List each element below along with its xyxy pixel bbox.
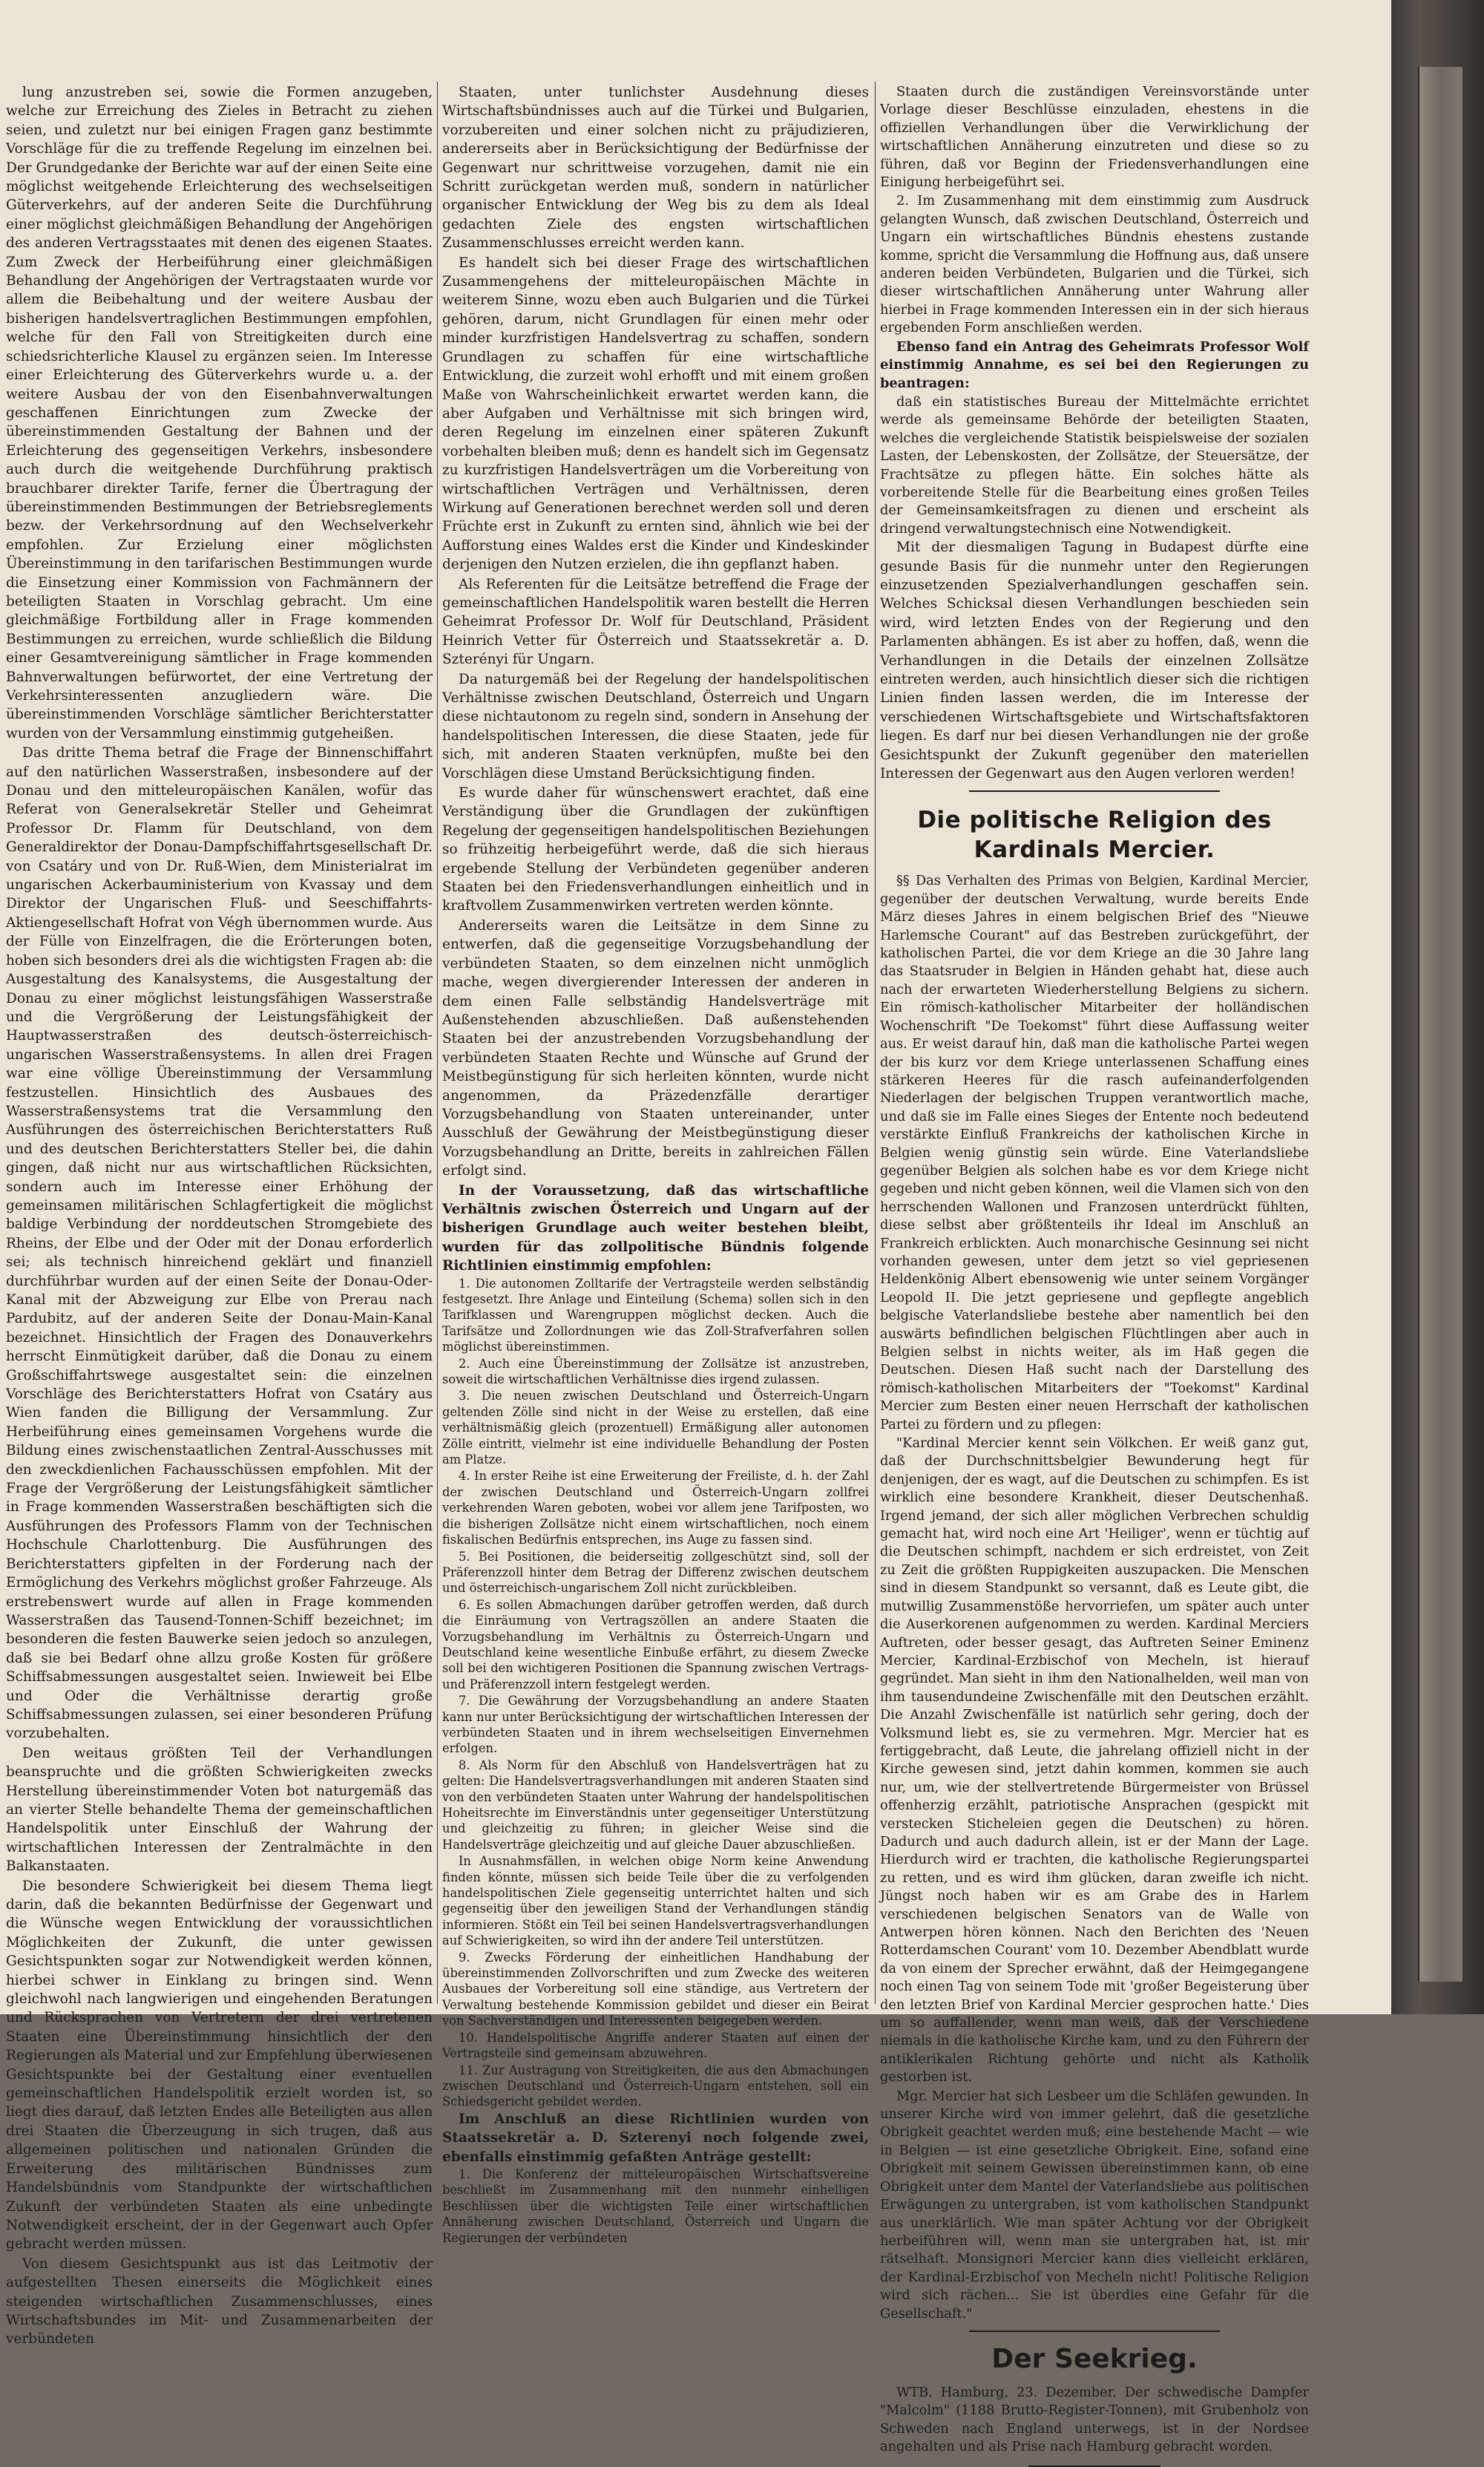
col2-paragraph: Es handelt sich bei dieser Frage des wirtschaftlichen Zusammengehens der mitteleuropäischen Mächte in weiterem Sinne, wozu eben auch Bulgarien und die Türkei gehören, darum, nicht Grundlagen für einen mehr oder minder kurzfristigen Handelsvertrag zu schaffen, sondern Grundlagen zu schaffen für eine wirtschaftliche Entwicklung, die zurzeit wohl erhofft und mit einem großen Maße von Wahrscheinlichkeit erwartet werden kann, die aber Aufgaben und Verhältnisse mit sich bringen wird, deren Regelung im einzelnen einer späteren Zukunft vorbehalten bleiben muß; denn es handelt sich im Gegensatz zu kurzfristigen Handelsverträgen um die Vorbereitung von wirtschaftlichen Verträgen und Verhältnissen, deren Wirkung auf Generationen berechnet werden soll und deren Früchte erst in Zukunft zu ernten sind, ähnlich wie bei der Aufforstung eines Waldes erst die Kinder und Kindeskinder derjenigen den Nutzen erzielen, die ihn gepflanzt haben.	[442, 255, 869, 573]
article-mercier	[880, 872, 1309, 2323]
article-separator	[969, 2330, 1220, 2332]
col1-paragraph: lung anzustreben sei, sowie die Formen anzugeben, welche zur Erreichung des Zieles in Betracht zu ziehen seien, und zuletzt nur bei einigen Fragen ganz bestimmte Vorschläge für die zu treffende Regelung im einzelnen bei. Der Grundgedanke der Berichte war auf der einen Seite eine möglichst weitgehende Erleichterung des wechselseitigen Güterverkehrs, auf der anderen Seite die Durchführung einer möglichst gleichmäßigen Behandlung der Angehörigen des anderen Vertragsstaates mit denen des eigenen Staates. Zum Zweck der Herbeiführung einer gleichmäßigen Behandlung der Angehörigen der Vertragstaaten wurde vor allem die Beibehaltung und der weitere Ausbau der bisherigen handelsvertraglichen Bestimmungen empfohlen, welche für den Fall von Streitigkeiten durch eine schiedsrichterliche Klausel zu ergänzen seien. Im Interesse einer Erleichterung des Güterverkehrs wurde u. a. der weitere Ausbau der von den Eisenbahnverwaltungen geschaffenen Einrichtungen zum Zwecke der übereinstimmenden Gestaltung der Bahnen und der Erleichterung des gegenseitigen Verkehrs, insbesondere auch durch die weitgehende Durchführung praktisch brauchbarer direkter Tarife, ferner die Übertragung der übereinstimmenden Bestimmungen der Betriebsreglements bezw. der Verkehrsordnung auf den Wechselverkehr empfohlen. Zur Erzielung einer möglichsten Übereinstimmung in den tarifarischen Bestimmungen wurde die Einsetzung einer Kommission von Fachmännern der beteiligten Staaten in Vorschlag gebracht. Um eine gleichmäßige Fortbildung aller in Frage kommenden Bestimmungen zu erreichen, wurde schließlich die Bildung einer Gesamtvereinigung sämtlicher in Frage kommenden Bahnverwaltungen befürwortet, der eine Vertretung der Verkehrsinteressenten anzugliedern wäre. Die übereinstimmenden Vorschläge sämtlicher Berichterstatter wurden von der Versammlung einstimmig gutgeheißen.	[6, 85, 433, 741]
guideline-item: 11. Zur Austragung von Streitigkeiten, die aus den Abmachungen zwischen Deutschland und Österreich-Ungarn entstehen, soll ein Schiedsgericht gebildet werden.	[442, 2063, 869, 2109]
guidelines-list	[442, 1276, 869, 2110]
column-2	[442, 83, 869, 2245]
col3-paragraph: 2. Im Zusammenhang mit dem einstimmig zum Ausdruck gelangten Wunsch, daß zwischen Deutschland, Österreich und Ungarn ein wirtschaftliches Bündnis ehestens zustande komme, spricht die Versammlung die Hoffnung aus, daß unsere anderen beiden Verbündeten, Bulgarien und die Türkei, sich dieser wirtschaftlichen Annäherung unter Wahrung aller hierbei in Frage kommenden Interessen ein in der sich hieraus ergebenden Form anschließen werden.	[880, 193, 1309, 336]
column-divider	[875, 82, 876, 2004]
article-separator	[969, 790, 1220, 792]
col1-paragraph: Von diesem Gesichtspunkt aus ist das Leitmotiv der aufgestellten Thesen einerseits die Möglichkeit eines steigenden wirtschaftlichen Zusammenschlusses, eines Wirtschaftsbundes im Mit- und Zusammenarbeiten der verbündeten	[6, 2255, 433, 2348]
guideline-item: 3. Die neuen zwischen Deutschland und Österreich-Ungarn geltenden Zölle sind nicht in der Weise zu erstellen, daß eine verhältnismäßig gleich (prozentuell) Ermäßigung aller autonomen Zölle eintritt, vielmehr ist eine individuelle Behandlung der Posten am Platze.	[442, 1389, 869, 1467]
guideline-item: 6. Es sollen Abmachungen darüber getroffen werden, daß durch die Einräumung von Vertragszöllen an andere Staaten die Vorzugsbehandlung im Verhältnis zu Österreich-Ungarn und Deutschland keine wesentliche Einbuße erfährt, zu diesem Zwecke soll bei den wichtigeren Positionen die Spannung zwischen Vertrags- und Präferenzzoll intern festgelegt werden.	[442, 1597, 869, 1691]
guideline-item: 9. Zwecks Förderung der einheitlichen Handhabung der übereinstimmenden Zollvorschriften und zum Zwecke des weiteren Ausbaues der Vorbereitung soll eine ständige, aus Vertretern der Verwaltung bestehende Kommission gebildet und dieser ein Beirat von Sachverständigen und Interessenten beigegeben werden.	[442, 1950, 869, 2028]
col1-paragraph: Das dritte Thema betraf die Frage der Binnenschiffahrt auf den natürlichen Wasserstraßen, insbesondere auf der Donau und den mitteleuropäischen Kanälen, wofür das Referat von Generalsekretär Steller und Geheimrat Professor Dr. Flamm für Deutschland, von dem Generaldirektor der Donau-Dampfschiffahrtsgesellschaft Dr. von Csatáry und von Dr. Ruß-Wien, dem Ministerialrat im ungarischen Ackerbauministerium von Kvassay und dem Direktor der Ungarischen Fluß- und Seeschiffahrts-Aktiengesellschaft Hofrat von Végh übernommen wurde. Aus der Fülle von Einzelfragen, die die Erörterungen boten, hoben sich besonders drei als die wichtigsten Fragen ab: die Ausgestaltung des Kanalsystems, die Ausgestaltung der Donau zu einer möglichst leistungsfähigen Wasserstraße und die Vergrößerung der Leistungsfähigkeit der Hauptwasserstraßen des deutsch-österreichisch-ungarischen Wasserstraßensystems. In allen drei Fragen war eine völlige Übereinstimmung der Versammlung festzustellen. Hinsichtlich des Ausbaues des Wasserstraßensystems trat die Versammlung den Ausführungen des österreichischen Berichterstatters Ruß und des deutschen Berichterstatters Steller bei, die dahin gingen, daß nicht nur aus wirtschaftlichen Rücksichten, sondern auch im Interesse einer Erhöhung der gemeinsamen militärischen Schlagfertigkeit die möglichst baldige Verbindung der norddeutschen Stromgebiete des Rheins, der Elbe und der Oder mit der Donau erforderlich sei; als technisch hinreichend geklärt und finanziell durchführbar wurden auf der einen Seite der Donau-Oder-Kanal mit der Abzweigung zur Elbe von Prerau nach Pardubitz, auf der anderen Seite der Donau-Main-Kanal bezeichnet. Hinsichtlich der Fragen des Donauverkehrs herrscht Einmütigkeit darüber, daß die Donau zu einem Großschiffahrtswege ausgestaltet sein: die einzelnen Vorschläge des Berichterstatters Hofrat von Csatáry aus Wien fanden die Billigung der Versammlung. Zur Herbeiführung eines gemeinsamen Vorgehens wurde die Bildung eines zwischenstaatlichen Zentral-Ausschusses mit den zweckdienlichen Fachausschüssen empfohlen. Mit der Frage der Vergrößerung der Leistungsfähigkeit sämtlicher in Frage kommenden Wasserstraßen beschäftigten sich die Ausführungen des Professors Flamm von der Technischen Hochschule Charlottenburg. Die Ausführungen des Berichterstatters gipfelten in der Forderung nach der Ermöglichung des Verkehrs möglichst großer Fahrzeuge. Als erstrebenswert wurde auf allen in Frage kommenden Wasserstraßen das Tausend-Tonnen-Schiff bezeichnet; im besonderen die festen Bauwerke seien jedoch so anzulegen, daß sie bei Bedarf ohne allzu große Kosten für größere Schiffsabmessungen ausgestaltet seien. Inwieweit bei Elbe und Oder die Verhältnisse derartig große Schiffsabmessungen zulassen, sei einer besonderen Prüfung vorzubehalten.	[6, 745, 433, 1742]
article-seekrieg	[880, 2384, 1309, 2457]
col2-paragraph: Staaten, unter tunlichster Ausdehnung dieses Wirtschaftsbündnisses auch auf die Türkei und Bulgarien, vorzubereiten und einer solchen nicht zu präjudizieren, andererseits aber in Berücksichtigung der Bedürfnisse der Gegenwart nur schrittweise vorzugehen, damit nie ein Schritt zurückgetan werden muß, sondern in natürlicher organischer Entwicklung der Weg bis zu dem als Ideal gedachten Ziele des engsten wirtschaftlichen Zusammenschlusses erreicht werden kann.	[442, 85, 869, 252]
col3-paragraph: daß ein statistisches Bureau der Mittelmächte errichtet werde als gemeinsame Behörde der beteiligten Staaten, welches die vergleichende Statistik beispielsweise der sozialen Lasten, der Lebenskosten, der Zollsätze, der Steuersätze, der Frachtsätze zu pflegen hätte. Ein solches hätte als vorbereitende Stelle für die Bearbeitung eines großen Teiles der Gemeinsamkeitsfragen zu dienen und erscheint als dringend verwaltungstechnisch eine Notwendigkeit.	[880, 393, 1309, 537]
guideline-item: In Ausnahmsfällen, in welchen obige Norm keine Anwendung finden könnte, müssen sich beide Teile über die zu verfolgenden handelspolitischen Ziele gegenseitig unterrichtet halten und sich gegenseitig über den jeweiligen Stand der Verhandlungen ständig informieren. Stößt ein Teil bei seinen Handelsvertragsverhandlungen auf Schwierigkeiten, so wird ihn der andere Teil unterstützen.	[442, 1854, 869, 1948]
column-1	[6, 83, 433, 2348]
seekrieg-paragraph: WTB. Hamburg, 23. Dezember. Der schwedische Dampfer "Malcolm" (1188 Brutto-Register-Tonnen), mit Grubenholz von Schweden nach England unterwegs, ist in der Nordsee angehalten und als Prise nach Hamburg gebracht worden.	[880, 2384, 1309, 2455]
col2-paragraph: Als Referenten für die Leitsätze betreffend die Frage der gemeinschaftlichen Handelspolitik waren bestellt die Herren Geheimrat Professor Dr. Wolf für Deutschland, Präsident Heinrich Vetter für Österreich und Staatssekretär a. D. Szterényi für Ungarn.	[442, 576, 869, 668]
article-end-rule	[1028, 2466, 1160, 2467]
col2-paragraph: In der Voraussetzung, daß das wirtschaftliche Verhältnis zwischen Österreich und Ungarn auf der bisherigen Grundlage auch weiter bestehen bleibt, wurden für das zollpolitische Bündnis folgende Richtlinien einstimmig empfohlen:	[442, 1182, 869, 1274]
guideline-item: 10. Handelspolitische Angriffe anderer Staaten auf einen der Vertragsteile sind gemeinsam abzuwehren.	[442, 2030, 869, 2061]
page-stack-edge	[1418, 67, 1462, 1982]
col2-paragraph: Andererseits waren die Leitsätze in dem Sinne zu entwerfen, daß die gegenseitige Vorzugsbehandlung der verbündeten Staaten, so dem einzelnen nicht unmöglich mache, wegen divergierender Interessen der anderen in dem einen Falle selbständig Handelsverträge mit Außenstehenden abzuschließen. Daß außenstehenden Staaten bei der anzustrebenden Vorzugsbehandlung der verbündeten Staaten Rechte und Wünsche auf Grund der Meistbegünstigung für sich herleiten könnten, wurde nicht angenommen, da Präzedenzfälle derartiger Vorzugsbehandlung von Staaten untereinander, unter Ausschluß der Gewährung der Meistbegünstigung dieser Vorzugsbehandlung an Dritte, bereits in zahlreichen Fällen erfolgt sind.	[442, 917, 869, 1179]
headline-seekrieg: Der Seekrieg.	[991, 2343, 1198, 2374]
column-divider	[437, 82, 438, 2004]
col2-paragraph: Da naturgemäß bei der Regelung der handelspolitischen Verhältnisse zwischen Deutschland, Österreich und Ungarn diese nichtautonom zu regeln sind, sondern in Ansehung der handelspolitischen Interessen, die diese Staaten, jede für sich, mit anderen Staaten verknüpfen, mußte bei den Vorschlägen diese Umstand Berücksichtigung finden.	[442, 671, 869, 782]
col3-paragraph: Ebenso fand ein Antrag des Geheimrats Professor Wolf einstimmig Annahme, es sei bei den Regierungen zu beantragen:	[880, 338, 1309, 391]
col3-paragraph: Mit der diesmaligen Tagung in Budapest dürfte eine gesunde Basis für die nunmehr unter den Regierungen einzusetzenden Spezialverhandlungen geschaffen sein. Welches Schicksal diesen Verhandlungen beschieden sein wird, wird letzten Endes von der Regierung und den Parlamenten abhängen. Es ist aber zu hoffen, daß, wenn die Verhandlungen in die Details der einzelnen Zollsätze eintreten werden, auch hinsichtlich dieser sich die richtigen Linien finden lassen werden, die im Interesse der verschiedenen Wirtschaftsgebiete und Wirtschaftsfaktoren liegen. Es darf nur bei diesen Verhandlungen nie der große Gesichtspunkt der Zukunft gegenüber den materiellen Interessen der Gegenwart aus den Augen verloren werden!	[880, 540, 1309, 782]
article-continuation	[880, 83, 1309, 538]
guideline-item: 2. Auch eine Übereinstimmung der Zollsätze ist anzustreben, soweit die wirtschaftlichen Verhältnisse dies irgend zulassen.	[442, 1356, 869, 1387]
guideline-item: 4. In erster Reihe ist eine Erweiterung der Freiliste, d. h. der Zahl der zwischen Deutschland und Österreich-Ungarn zollfrei verkehrenden Waren geboten, wobei vor allem jene Tarifposten, wo die bisherigen Zollsätze nicht einem wirtschaftlichen, noch einem fiskalischen Bedürfnis entsprechen, ins Auge zu fassen sind.	[442, 1469, 869, 1547]
column-3	[880, 83, 1309, 2455]
guideline-item: 1. Die autonomen Zolltarife der Vertragsteile werden selbständig festgesetzt. Ihre Anlage und Einteilung (Schema) sollen sich in den Tarifklassen und Warengruppen möglichst decken. Auch die Tarifsätze und Zollordnungen wie das Zoll-Strafverfahren sollen möglichst übereinstimmen.	[442, 1276, 869, 1354]
col1-paragraph: Den weitaus größten Teil der Verhandlungen beanspruchte und die größten Schwierigkeiten zwecks Herstellung übereinstimmender Voten bot naturgemäß das an vierter Stelle behandelte Thema der gemeinschaftlichen Handelspolitik unter Einschluß der Wahrung der wirtschaftlichen Interessen der Zentralmächte in den Balkanstaaten.	[6, 1745, 433, 1875]
guideline-item: 8. Als Norm für den Abschluß von Handelsverträgen hat zu gelten: Die Handelsvertragsverhandlungen mit anderen Staaten sind von den verbündeten Staaten unter Wahrung der handelspolitischen Hoheitsrechte im Einverständnis unter gegenseitiger Unterstützung und gleichzeitig zu führen; in gleicher Weise sind die Handelsverträge gleichzeitig und auf gleiche Dauer abzuschließen.	[442, 1757, 869, 1852]
col2-paragraph: Im Anschluß an diese Richtlinien wurden von Staatssekretär a. D. Szterenyi noch folgende zwei, ebenfalls einstimmig gefaßten Anträge gestellt:	[442, 2111, 869, 2165]
mercier-paragraph: Mgr. Mercier hat sich Lesbeer um die Schläfen gewunden. In unserer Kirche wird von immer gelehrt, daß die gesetzliche Obrigkeit geachtet werden muß; eine bestehende Macht — wie in Belgien — ist eine gesetzliche Obrigkeit. Eine, sofand eine Obrigkeit mit seinem Gewissen übereinstimmen kann, ob eine Obrigkeit unter dem Mantel der Vaterlandsliebe aus politischen Erwägungen zu untergraben, ist vom katholischen Standpunkt aus unerklärlich. Wie man später Achtung vor der Obrigkeit herbeiführen will, wenn man sie untergraben hat, ist mir rätselhaft. Monsignori Mercier kann dies vielleicht erklären, der Kardinal-Erzbischof von Mecheln nicht! Politische Religion wird sich rächen... Sie ist überdies eine Gefahr für die Gesellschaft."	[880, 2088, 1309, 2322]
mercier-paragraph: "Kardinal Mercier kennt sein Völkchen. Er weiß ganz gut, daß der Durchschnittsbelgier Bewunderung hegt für denjenigen, der es wagt, auf die Deutschen zu schimpfen. Es ist wirklich eine besondere Krankheit, dieser Deutschenhaß. Irgend jemand, der sich aller möglichen Verbrechen schuldig gemacht hat, wird noch eine Art 'Heiliger', wenn er tüchtig auf die Deutschen schimpft, nachdem er sich erdreistet, von Zeit zu Zeit die größten Ruppigkeiten auszupacken. Die Menschen sind in diesem Standpunkt so versannt, daß es Leute gibt, die mutwillig Zusammenstöße hervorriefen, um später auch unter die Auserkorenen aufgenommen zu werden. Kardinal Merciers Auftreten, oder besser gesagt, das Auftreten Seiner Eminenz Mercier, Kardinal-Erzbischof von Mecheln, ist hierauf gegründet. Man sieht in ihm den Nationalhelden, weil man von ihm tausendundeine Zwischenfälle mit den Deutschen erzählt. Die Anzahl Zwischenfälle ist natürlich sehr gering, doch der Volksmund liebt es, sie zu vermehren. Mgr. Mercier hat es fertiggebracht, daß Leute, die jahrelang offiziell nicht in der Kirche gewesen sind, jetzt dahin kommen, kommen sie auch nur, um, wie der stellvertretende Bürgermeister von Brüssel offenherzig erzählt, patriotische Ansprachen (gespickt mit verstecken Sticheleien gegen die Deutschen) zu hören. Dadurch und auch dadurch allein, ist er der Mann der Lage. Hierdurch wird er trachten, die katholische Regierungspartei zu retten, und es wird ihm glücken, daran zweifle ich nicht. Jüngst noch haben wir es am Grabe des in Harlem verschiedenen belgischen Senators van de Walle von Antwerpen hören können. Nach den Berichten des 'Neuen Rotterdamschen Courant' vom 10. Dezember Abendblatt wurde da von einem der Sprecher erwähnt, daß der Heimgegangene noch einen Tag von seinem Tode mit 'großer Begeisterung über den letzten Brief von Kardinal Mercier gesprochen hatte.' Dies um so auffallender, wenn man weiß, daß der Verschiedene niemals in die katholische Kirche kam, und zu den Führern der antiklerikalen Richtung gehörte und nicht als Katholik gestorben ist.	[880, 1435, 1309, 2086]
guideline-item: 7. Die Gewährung der Vorzugsbehandlung an andere Staaten kann nur unter Berücksichtigung der wirtschaftlichen Interessen der verbündeten Staaten und in ihrem wechselseitigen Einvernehmen erfolgen.	[442, 1694, 869, 1756]
headline-mercier: Die politische Religion des Kardinals Mercier.	[917, 807, 1272, 864]
col1-paragraph: Die besondere Schwierigkeit bei diesem Thema liegt darin, daß die bekannten Bedürfnisse der Gegenwart und die Wünsche wegen Entwicklung der voraussichtlichen Möglichkeiten der Zukunft, die unter gewissen Gesichtspunkten sogar zur Notwendigkeit werden können, hierbei schwer in Einklang zu bringen sind. Wenn gleichwohl nach langwierigen und eingehenden Beratungen und Rücksprachen von Vertretern der drei vertretenen Staaten eine Übereinstimmung hinsichtlich der den Regierungen als Material und zur Empfehlung überwiesenen Gesichtspunkte bei der Gestaltung einer eventuellen gemeinschaftlichen Handelspolitik erzielt worden ist, so liegt dies darauf, daß letzten Endes alle Beteiligten aus allen drei Staaten die Überzeugung in sich trugen, daß aus allgemeinen politischen und nationalen Gründen die Erweiterung des militärischen Bündnisses zum Handelsbündnis vom Standpunkte der wirtschaftlichen Zukunft der verbündeten Staaten als eine unbedingte Notwendigkeit erscheint, der in der Gegenwart auch Opfer gebracht werden müssen.	[6, 1878, 433, 2253]
col3-paragraph: Staaten durch die zuständigen Vereinsvorstände unter Vorlage dieser Beschlüsse einzuladen, ehestens in die offiziellen Verhandlungen über die Verwirklichung der wirtschaftlichen Annäherung einzutreten und diese so zu führen, daß vor Beginn der Friedensverhandlungen eine Einigung herbeigeführt sei.	[880, 84, 1309, 191]
guideline-item: 5. Bei Positionen, die beiderseitig zollgeschützt sind, soll der Präferenzzoll hinter dem Betrag der Differenz zwischen deutschem und österreichisch-ungarischem Zoll nicht zurückbleiben.	[442, 1549, 869, 1596]
motion-item: 1. Die Konferenz der mitteleuropäischen Wirtschaftsvereine beschließt im Zusammenhang mit den nunmehr einhelligen Beschlüssen über die wichtigsten Teile einer wirtschaftlichen Annäherung zwischen Deutschland, Österreich und Ungarn die Regierungen der verbündeten	[442, 2166, 869, 2245]
col2-paragraph: Es wurde daher für wünschenswert erachtet, daß eine Verständigung über die Grundlagen der zukünftigen Regelung der gegenseitigen handelspolitischen Beziehungen so frühzeitig herbeigeführt werde, daß die sich hieraus ergebende Stellung der Verbündeten gegenüber anderen Staaten bei den Friedensverhandlungen einheitlich und in kraftvollem Zusammenwirken vertreten werden könnte.	[442, 785, 869, 914]
mercier-paragraph: §§ Das Verhalten des Primas von Belgien, Kardinal Mercier, gegenüber der deutschen Verwaltung, wurde bereits Ende März dieses Jahres in einem belgischen Brief des "Nieuwe Harlemsche Courant" auf das Bestreben zurückgeführt, der katholischen Partei, die vor dem Kriege an die 30 Jahre lang das Staatsruder in Belgien in Händen gehabt hat, diese auch nach der erwarteten Wiederherstellung Belgiens zu sichern. Ein römisch-katholischer Mitarbeiter der holländischen Wochenschrift "De Toekomst" führt diese Auffassung weiter aus. Er weist darauf hin, daß man die katholische Partei wegen der bis kurz vor dem Kriege unterlassenen Schaffung eines stärkeren Heeres für die rasch aufeinanderfolgenden Niederlagen der belgischen Truppen verantwortlich mache, und daß sie im Falle eines Sieges der Entente noch bedeutend verstärkte Einfluß Frankreichs der katholischen Kirche in Belgien wenig günstig sein würde. Eine Vaterlandsliebe gegenüber Belgien als solchen habe es vor dem Kriege nicht gegeben und nicht geben können, weil die Vlamen sich von den herrschenden Wallonen und Franzosen unterdrückt fühlten, diese selbst aber größtenteils ihr Ideal im Anschluß an Frankreich erblickten. Auch monarchische Gesinnung sei nicht vorhanden gewesen, unter dem jetzt so viel gepriesenen Heldenkönig Albert ebensowenig wie unter seinem Vorgänger Leopold II. Die jetzt gepriesene und gepflegte angeblich belgische Vaterlandsliebe bestehe aber namentlich bei den auswärts befindlichen belgischen Flüchtlingen aber auch in Belgien selbst in nichts weiter, als im Haß gegen die Deutschen. Diesen Haß sucht nach der Darstellung des römisch-katholischen Mitarbeiters der "Toekomst" Kardinal Mercier zum Besten einer neuen Herrschaft der katholischen Partei zu fördern und zu pflegen:	[880, 873, 1309, 1432]
book-binding-edge	[1391, 0, 1484, 2014]
